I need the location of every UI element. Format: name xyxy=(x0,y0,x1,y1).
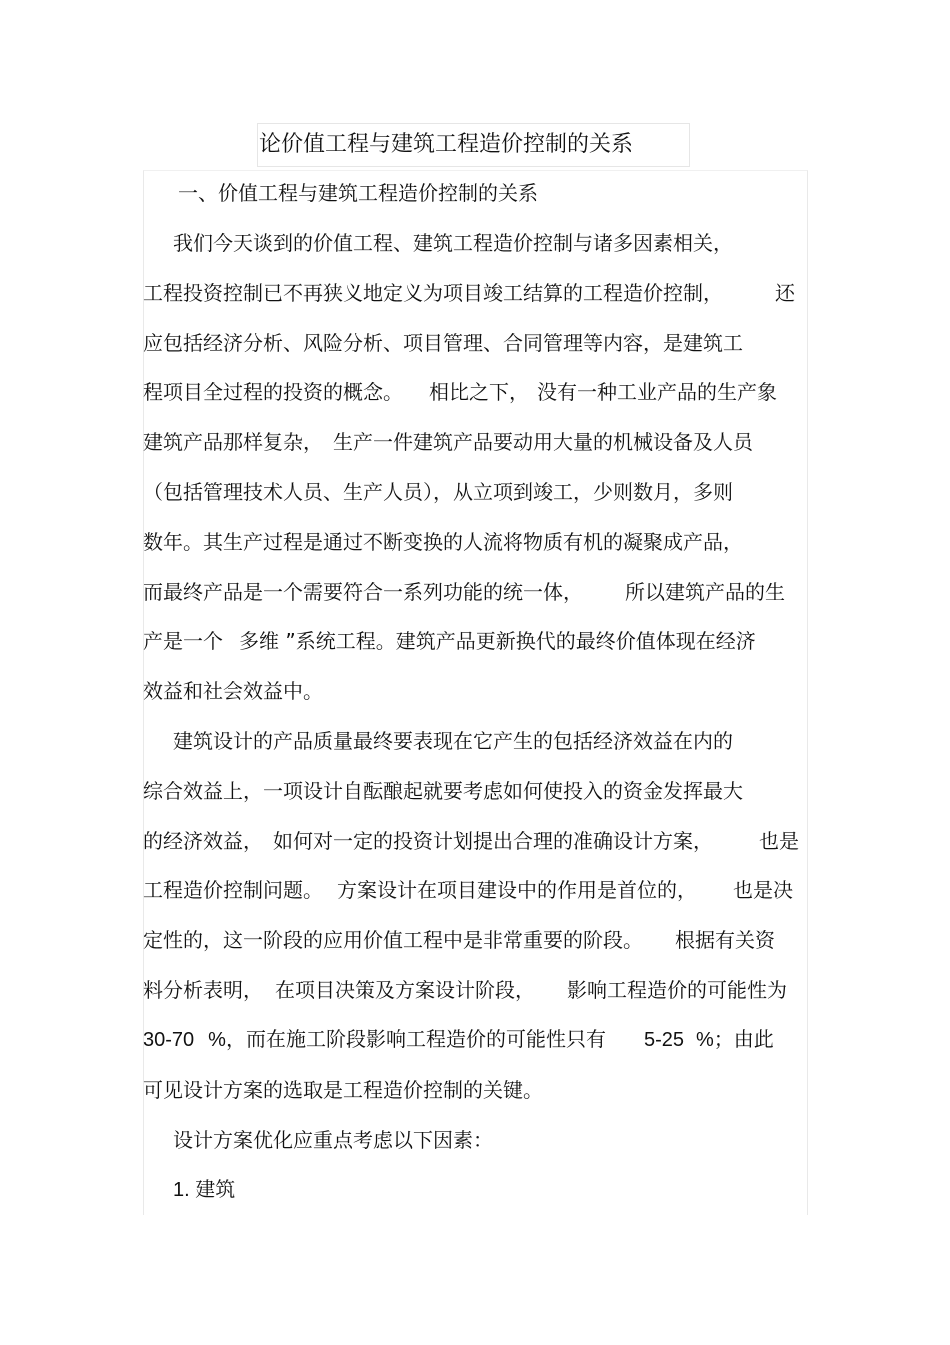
text-span: 也是 xyxy=(759,829,799,853)
paragraph-line xyxy=(143,975,787,1005)
text-span: 定性的，这一阶段的应用价值工程中是非常重要的阶段。 xyxy=(143,928,643,952)
text-span: 工程造价控制问题。 xyxy=(143,878,323,902)
paragraph-line: 综合效益上，一项设计自酝酿起就要考虑如何使投入的资金发挥最大 xyxy=(143,779,743,803)
paragraph-line xyxy=(143,875,793,905)
paragraph-line: 建筑设计的产品质量最终要表现在它产生的包括经济效益在内的 xyxy=(173,729,733,753)
text-span: 影响工程造价的可能性为 xyxy=(567,978,787,1002)
paragraph-line xyxy=(143,577,785,607)
text-span: 的经济效益， xyxy=(143,829,263,853)
paragraph-line xyxy=(143,626,756,656)
list-item: 1. 建筑 xyxy=(173,1179,236,1201)
text-span: 料分析表明， xyxy=(143,978,263,1002)
paragraph-line: （包括管理技术人员、生产人员），从立项到竣工，少则数月，多则 xyxy=(143,480,733,504)
paragraph-line: 效益和社会效益中。 xyxy=(143,679,323,703)
text-span: 30-70 xyxy=(143,1029,195,1051)
text-span: 所以建筑产品的生 xyxy=(625,580,785,604)
text-span: %，而在施工阶段影响工程造价的可能性只有 xyxy=(208,1029,606,1051)
paragraph-line: 数年。其生产过程是通过不断变换的人流将物质有机的凝聚成产品， xyxy=(143,530,743,554)
paragraph-line: 可见设计方案的选取是工程造价控制的关键。 xyxy=(143,1078,543,1102)
paragraph-line: 我们今天谈到的价值工程、建筑工程造价控制与诸多因素相关， xyxy=(173,231,733,255)
paragraph-line: 设计方案优化应重点考虑以下因素： xyxy=(173,1128,493,1152)
text-span: 也是决 xyxy=(733,878,793,902)
text-span: 多维 ”系统工程。建筑产品更新换代的最终价值体现在经济 xyxy=(239,629,756,653)
text-span: 相比之下， xyxy=(429,380,529,404)
text-span: 工程投资控制已不再狭义地定义为项目竣工结算的工程造价控制， xyxy=(143,281,723,305)
text-span: 在项目决策及方案设计阶段， xyxy=(275,978,535,1002)
text-span: 产是一个 xyxy=(143,629,223,653)
paragraph-line xyxy=(143,377,777,407)
paragraph-line xyxy=(143,278,795,308)
text-span: 没有一种工业产品的生产象 xyxy=(537,380,777,404)
paragraph-line xyxy=(143,925,775,955)
text-span: 5-25 xyxy=(643,1029,684,1051)
text-span: 建筑产品那样复杂， xyxy=(143,430,323,454)
text-span: 还 xyxy=(775,281,795,305)
text-span: 如何对一定的投资计划提出合理的准确设计方案， xyxy=(273,829,713,853)
section-heading: 一、价值工程与建筑工程造价控制的关系 xyxy=(178,181,538,205)
text-span: 程项目全过程的投资的概念。 xyxy=(143,380,403,404)
paragraph-line xyxy=(143,826,799,856)
document-title: 论价值工程与建筑工程造价控制的关系 xyxy=(259,132,634,157)
text-span: 而最终产品是一个需要符合一系列功能的统一体， xyxy=(143,580,583,604)
text-span: 根据有关资 xyxy=(675,928,775,952)
text-span: %；由此 xyxy=(695,1029,774,1051)
text-span: 生产一件建筑产品要动用大量的机械设备及人员 xyxy=(333,430,753,454)
text-span: 方案设计在项目建设中的作用是首位的， xyxy=(337,878,697,902)
paragraph-line: 应包括经济分析、风险分析、项目管理、合同管理等内容，是建筑工 xyxy=(143,331,743,355)
paragraph-line xyxy=(143,427,753,457)
paragraph-line xyxy=(143,1025,774,1055)
